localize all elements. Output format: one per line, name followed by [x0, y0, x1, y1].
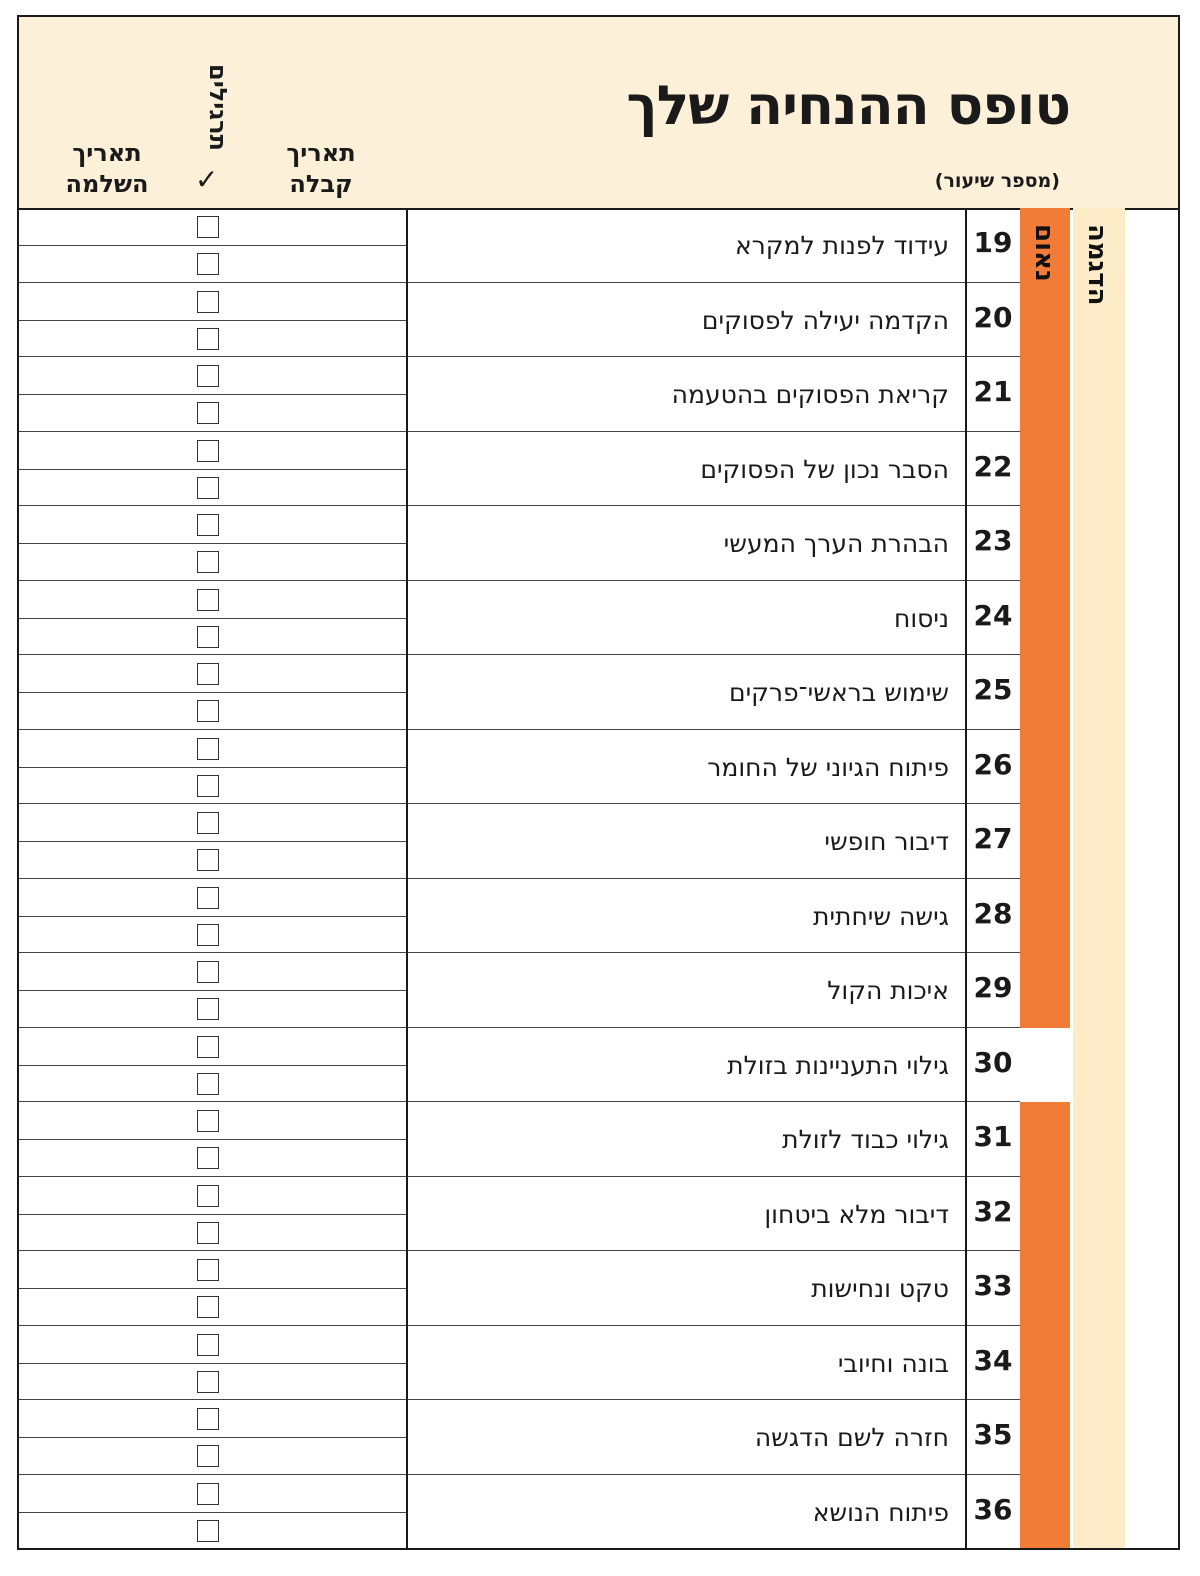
lesson-row [19, 730, 1178, 805]
lesson-number: 31 [973, 1120, 1013, 1153]
exercise-checkbox[interactable] [197, 626, 219, 648]
lesson-row [19, 1251, 1178, 1326]
lesson-title: גישה שיחתית [813, 901, 949, 931]
page-title: טופס ההנחיה שלך [626, 74, 1070, 137]
exercise-divider [19, 618, 406, 619]
number-column-divider [965, 208, 967, 1550]
exercise-divider [19, 543, 406, 544]
exercise-divider [19, 1363, 406, 1364]
exercise-checkbox[interactable] [197, 1110, 219, 1132]
lesson-title: דיבור חופשי [824, 827, 949, 856]
exercise-checkbox[interactable] [197, 514, 219, 536]
lesson-row [19, 879, 1178, 954]
exercise-divider [19, 469, 406, 470]
lesson-row [19, 208, 1178, 283]
lesson-title: טקט ונחישות [811, 1274, 949, 1303]
exercise-checkbox[interactable] [197, 1334, 219, 1356]
exercise-checkbox[interactable] [197, 924, 219, 946]
column-divider [406, 208, 408, 1550]
lesson-number: 20 [973, 300, 1013, 334]
exercise-checkbox[interactable] [197, 775, 219, 797]
lesson-title: ניסוח [894, 603, 949, 633]
lesson-title: דיבור מלא ביטחון [764, 1199, 949, 1229]
lesson-title: שימוש בראשי־פרקים [729, 678, 949, 707]
received-date-header: תאריך קבלה [286, 139, 356, 198]
completed-date-header: תאריך השלמה [65, 139, 149, 198]
exercise-divider [19, 1512, 406, 1513]
exercise-checkbox[interactable] [197, 849, 219, 871]
lesson-row [19, 581, 1178, 656]
exercise-checkbox[interactable] [197, 1259, 219, 1281]
exercise-divider [19, 916, 406, 917]
lesson-title: גילוי כבוד לזולת [782, 1125, 949, 1154]
exercises-header: תרגילים [204, 64, 232, 151]
exercise-divider [19, 394, 406, 395]
exercise-checkbox[interactable] [197, 589, 219, 611]
exercise-checkbox[interactable] [197, 1147, 219, 1169]
exercise-checkbox[interactable] [197, 700, 219, 722]
exercise-divider [19, 767, 406, 768]
lesson-number: 32 [973, 1194, 1013, 1228]
lesson-row [19, 357, 1178, 432]
exercise-checkbox[interactable] [197, 365, 219, 387]
exercise-divider [19, 1288, 406, 1289]
exercise-divider [19, 1065, 406, 1066]
lesson-number: 30 [973, 1045, 1013, 1079]
lesson-number: 33 [973, 1269, 1013, 1302]
lesson-row [19, 1326, 1178, 1401]
lesson-title: הסבר נכון של הפסוקים [700, 454, 949, 484]
lesson-number: 34 [973, 1343, 1013, 1377]
lesson-title: גילוי התעניינות בזולת [727, 1050, 949, 1080]
exercise-checkbox[interactable] [197, 440, 219, 462]
exercise-checkbox[interactable] [197, 216, 219, 238]
form-header [19, 17, 1178, 210]
lesson-row [19, 1475, 1178, 1550]
lesson-number: 19 [973, 226, 1013, 259]
lesson-number: 27 [973, 822, 1013, 855]
exercise-divider [19, 320, 406, 321]
lesson-title: חזרה לשם הדגשה [754, 1423, 949, 1452]
lesson-row [19, 1102, 1178, 1177]
lesson-row [19, 1177, 1178, 1252]
lesson-row [19, 953, 1178, 1028]
lesson-row [19, 283, 1178, 358]
exercise-divider [19, 1214, 406, 1215]
lesson-row [19, 1400, 1178, 1475]
lesson-number: 22 [973, 449, 1013, 483]
lesson-number: 36 [973, 1492, 1013, 1526]
exercise-divider [19, 245, 406, 246]
demonstration-label: הדגמה [1082, 224, 1112, 306]
speech-label: נאום [1029, 224, 1059, 282]
lesson-title: קריאת הפסוקים בהטעמה [671, 380, 949, 409]
exercise-checkbox[interactable] [197, 551, 219, 573]
lesson-title: פיתוח הנושא [812, 1497, 949, 1527]
lesson-number-caption: (מספר שיעור) [934, 170, 1060, 192]
exercise-checkbox[interactable] [197, 328, 219, 350]
lesson-title: איכות הקול [827, 976, 949, 1005]
exercise-checkbox[interactable] [197, 1520, 219, 1542]
lesson-number: 29 [973, 971, 1013, 1004]
check-mark-icon: ✓ [195, 163, 219, 196]
lesson-title: הקדמה יעילה לפסוקים [701, 305, 949, 335]
exercise-checkbox[interactable] [197, 1296, 219, 1318]
exercise-checkbox[interactable] [197, 402, 219, 424]
exercise-checkbox[interactable] [197, 738, 219, 760]
exercise-divider [19, 841, 406, 842]
exercise-checkbox[interactable] [197, 1036, 219, 1058]
exercise-checkbox[interactable] [197, 1408, 219, 1430]
exercise-checkbox[interactable] [197, 998, 219, 1020]
lesson-number: 25 [973, 673, 1013, 706]
lesson-form [17, 15, 1180, 1550]
lesson-title: עידוד לפנות למקרא [734, 231, 949, 260]
lesson-number: 28 [973, 896, 1013, 930]
exercise-checkbox[interactable] [197, 1445, 219, 1467]
exercise-checkbox[interactable] [197, 887, 219, 909]
exercise-divider [19, 1139, 406, 1140]
lesson-title: פיתוח הגיוני של החומר [707, 752, 949, 782]
lesson-title: בונה וחיובי [837, 1348, 949, 1378]
exercise-checkbox[interactable] [197, 291, 219, 313]
exercise-divider [19, 990, 406, 991]
exercise-checkbox[interactable] [197, 1483, 219, 1505]
lesson-number: 24 [973, 598, 1013, 632]
lesson-number: 23 [973, 524, 1013, 557]
exercise-checkbox[interactable] [197, 1185, 219, 1207]
exercise-divider [19, 692, 406, 693]
exercise-checkbox[interactable] [197, 1073, 219, 1095]
exercise-divider [19, 1437, 406, 1438]
exercise-checkbox[interactable] [197, 961, 219, 983]
lesson-number: 26 [973, 747, 1013, 781]
lesson-number: 21 [973, 375, 1013, 408]
lesson-number: 35 [973, 1418, 1013, 1451]
lesson-row [19, 432, 1178, 507]
lesson-row [19, 655, 1178, 730]
lesson-row [19, 1028, 1178, 1103]
exercise-checkbox[interactable] [197, 477, 219, 499]
lesson-title: הבהרת הערך המעשי [723, 529, 949, 558]
lesson-row [19, 804, 1178, 879]
exercise-checkbox[interactable] [197, 812, 219, 834]
exercise-checkbox[interactable] [197, 663, 219, 685]
exercise-checkbox[interactable] [197, 1222, 219, 1244]
exercise-checkbox[interactable] [197, 253, 219, 275]
lesson-row [19, 506, 1178, 581]
exercise-checkbox[interactable] [197, 1371, 219, 1393]
